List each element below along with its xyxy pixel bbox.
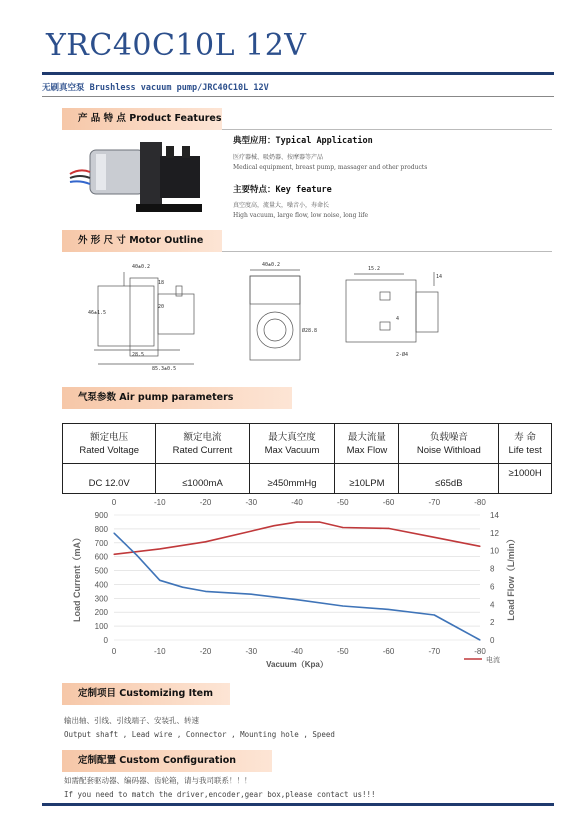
x-tick-label: -40 (291, 647, 303, 656)
series-line (114, 533, 480, 640)
data-point (205, 541, 206, 542)
document-title: YRC40C10L 12V (46, 28, 307, 63)
customizing-cn: 输出轴、引线、引线端子、安装孔、转速 (64, 716, 199, 725)
x-tick-label: 0 (111, 647, 117, 656)
x-tick-label: -10 (153, 647, 166, 656)
header-voltage: 额定电压 Rated Voltage (63, 424, 156, 464)
value-noise: ≤65dB (399, 464, 499, 494)
data-point (388, 528, 389, 529)
value-flow: ≥10LPM (335, 464, 399, 494)
series-line (114, 522, 480, 554)
side-view (94, 272, 194, 364)
key-feature-cn: 真空度高，流量大，噪音小，寿命长 (233, 202, 330, 209)
section-air-pump-parameters: 气泵参数 Air pump parameters (62, 387, 292, 409)
header-life: 寿 命 Life test (499, 424, 552, 464)
title-rule (42, 72, 554, 75)
data-point (113, 532, 114, 533)
y-tick-label: 800 (94, 524, 108, 534)
x-tick-label-top: -50 (336, 498, 349, 507)
dim-14: 14 (436, 274, 443, 280)
dim-85: 85.3±0.5 (152, 366, 177, 372)
data-point (457, 627, 458, 628)
dim-15-2: 15.2 (368, 266, 381, 272)
parameter-table (62, 423, 552, 494)
x-axis-label: Vacuum（Kpa） (266, 660, 328, 669)
x-tick-label-top: -40 (291, 498, 303, 507)
x-tick-label: -30 (245, 647, 258, 656)
y2-tick-label: 2 (490, 618, 495, 628)
dim-46: 46±1.5 (88, 310, 107, 316)
data-point (251, 530, 252, 531)
data-point (342, 605, 343, 606)
section-motor-outline: 外 形 尺 寸 Motor Outline (62, 230, 222, 252)
x-tick-label-top: -30 (245, 498, 258, 507)
dim-40-a: 40±0.2 (132, 264, 151, 270)
application-cn: 医疗器械、吸奶器、按摩器等产品 (233, 154, 324, 161)
data-point (274, 525, 275, 526)
y-tick-label: 900 (94, 511, 108, 520)
x-tick-label: -20 (199, 647, 212, 656)
x-tick-label-top: -80 (474, 498, 486, 507)
dim-2-holes: 2-Ø4 (396, 352, 409, 358)
x-tick-label-top: -20 (199, 498, 212, 507)
x-tick-label-top: -10 (153, 498, 166, 507)
section-divider (222, 129, 552, 130)
data-point (159, 548, 160, 549)
y-tick-label: 500 (94, 566, 108, 576)
key-feature-title: 主要特点：Key feature (233, 185, 332, 195)
application-en: Medical equipment, breast pump, massager and other products (233, 164, 428, 171)
footer-rule (42, 803, 554, 806)
y2-tick-label: 0 (490, 636, 495, 645)
x-tick-label-top: 0 (111, 498, 117, 507)
dim-28-5: 28.5 (132, 352, 145, 358)
value-life: ≥1000H (499, 464, 552, 494)
data-point (342, 527, 343, 528)
x-tick-label: -70 (428, 647, 441, 656)
data-point (479, 546, 480, 547)
x-tick-label: -60 (382, 647, 395, 656)
y2-tick-label: 10 (490, 546, 499, 556)
y-tick-label: 700 (94, 538, 108, 548)
configuration-en: If you need to match the driver,encoder,gear box,please contact us!!! (64, 790, 376, 799)
data-point (205, 591, 206, 592)
x-tick-label-top: -70 (428, 498, 441, 507)
y-tick-label: 300 (94, 594, 108, 604)
dim-28-8: Ø28.8 (302, 328, 318, 334)
performance-chart (62, 493, 552, 675)
legend-label: 电流 (486, 657, 500, 664)
customizing-en: Output shaft , Lead wire , Connector , Mounting hole , Speed (64, 730, 335, 739)
y-tick-label: 0 (103, 636, 108, 645)
y-tick-label: 100 (94, 622, 108, 632)
dim-4: 4 (396, 316, 400, 322)
dim-40-b: 40±0.2 (262, 262, 281, 268)
data-point (182, 587, 183, 588)
section-customizing-item: 定制项目 Customizing Item (62, 683, 230, 705)
y2-tick-label: 8 (490, 564, 495, 574)
key-feature-en: High vacuum, large flow, low noise, long life (233, 212, 369, 219)
data-point (159, 580, 160, 581)
pump-photo (62, 132, 212, 220)
data-point (296, 522, 297, 523)
data-point (434, 537, 435, 538)
dim-18: 18 (158, 280, 165, 286)
section-divider (222, 251, 552, 252)
y2-tick-label: 4 (490, 600, 495, 610)
header-current: 额定电流 Rated Current (156, 424, 249, 464)
section-product-features: 产 品 特 点 Product Features (62, 108, 222, 130)
application-title: 典型应用：Typical Application (233, 136, 373, 146)
header-flow: 最大流量 Max Flow (335, 424, 399, 464)
x-tick-label-top: -60 (382, 498, 395, 507)
data-point (388, 609, 389, 610)
section-custom-configuration: 定制配置 Custom Configuration (62, 750, 272, 772)
value-voltage: DC 12.0V (63, 464, 156, 494)
y-tick-label: 400 (94, 580, 108, 590)
x-tick-label: -80 (474, 647, 486, 656)
dim-20: 20 (158, 304, 165, 310)
value-vacuum: ≥450mmHg (249, 464, 335, 494)
data-point (251, 594, 252, 595)
configuration-cn: 如需配套驱动器、编码器、齿轮箱，请与我司联系！！！ (64, 776, 252, 785)
y2-tick-label: 14 (490, 511, 499, 520)
header-noise: 负载噪音 Noise Withload (399, 424, 499, 464)
subtitle-rule (42, 96, 554, 97)
document-subtitle: 无刷真空泵 Brushless vacuum pump/JRC40C10L 12V (42, 83, 269, 93)
y-axis-label: Load Current（mA） (72, 532, 82, 623)
top-view (346, 272, 438, 342)
front-view (250, 270, 300, 360)
value-current: ≤1000mA (156, 464, 249, 494)
data-point (136, 555, 137, 556)
y-tick-label: 600 (94, 552, 108, 562)
y2-tick-label: 12 (490, 528, 499, 538)
data-point (319, 522, 320, 523)
outline-drawing (84, 256, 484, 374)
data-point (434, 614, 435, 615)
y2-tick-label: 6 (490, 582, 495, 592)
x-tick-label: -50 (336, 647, 349, 656)
data-point (113, 554, 114, 555)
data-point (479, 639, 480, 640)
y-tick-label: 200 (94, 608, 108, 618)
header-vacuum: 最大真空度 Max Vacuum (249, 424, 335, 464)
y2-axis-label: Load Flow（L/min） (506, 534, 516, 621)
data-point (296, 599, 297, 600)
